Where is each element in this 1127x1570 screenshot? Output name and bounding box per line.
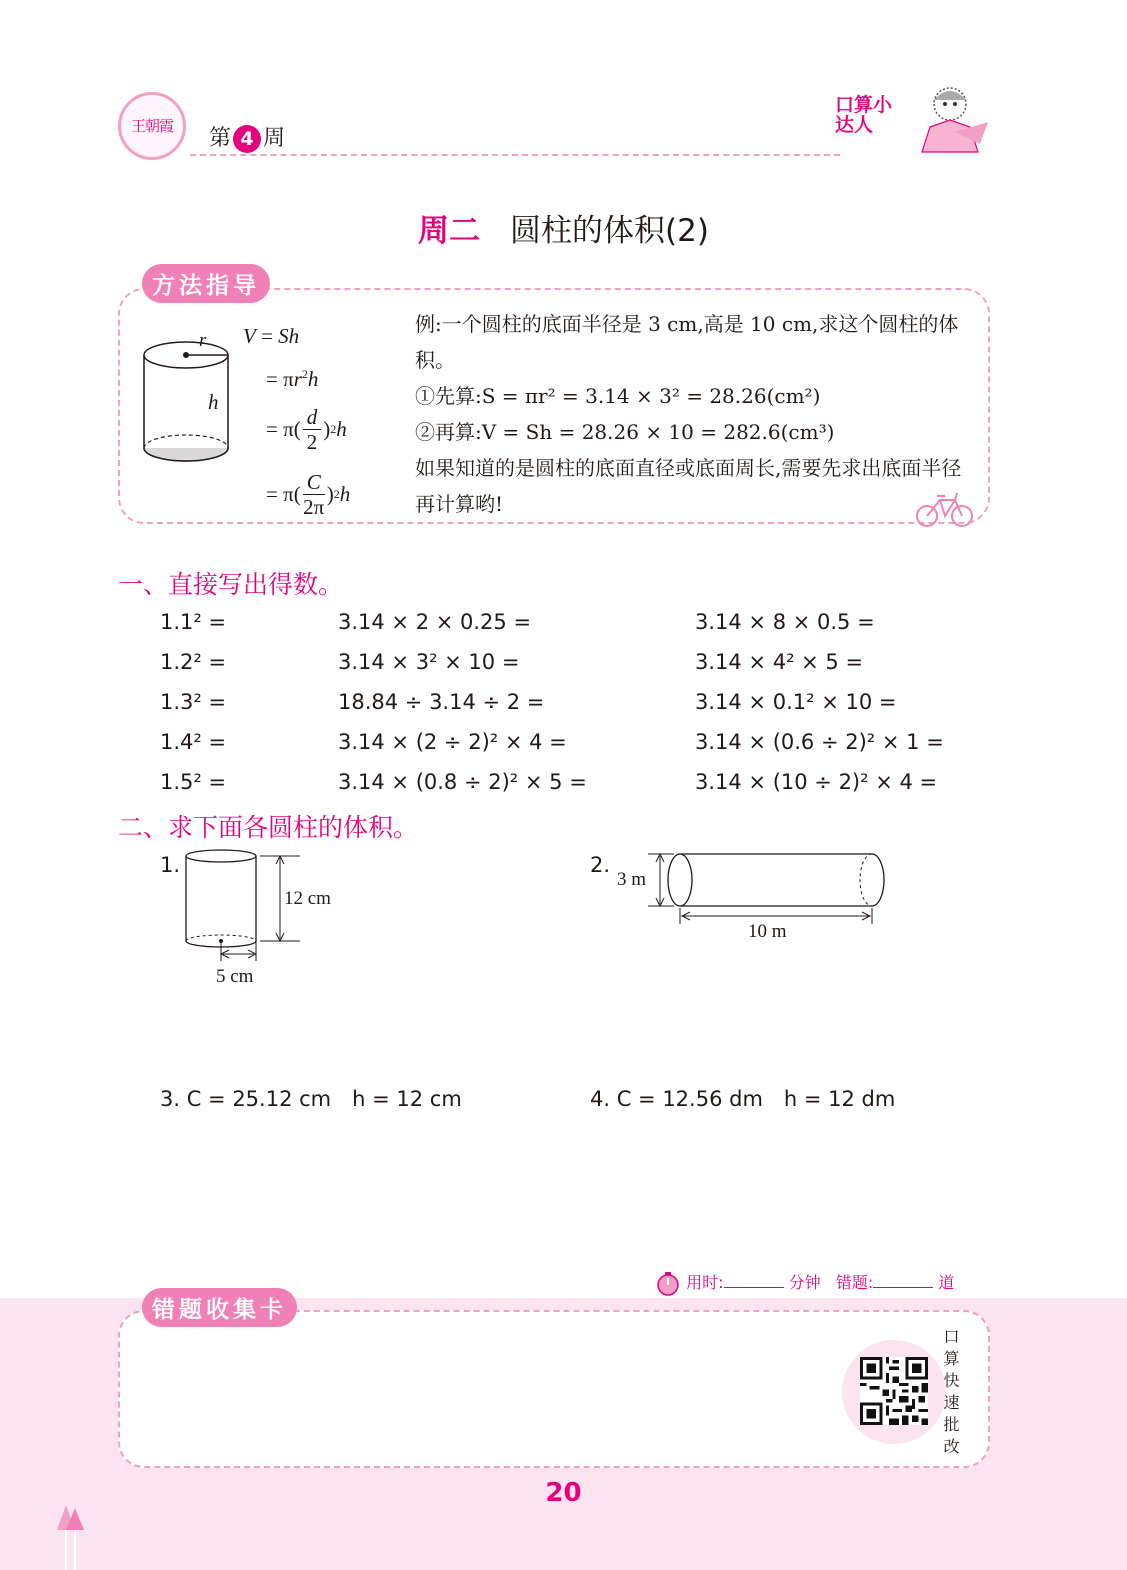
calc-c3-r5: 3.14 × (10 ÷ 2)² × 4 = bbox=[695, 770, 938, 794]
calc-c3-r3: 3.14 × 0.1² × 10 = bbox=[695, 690, 897, 714]
qr-caption bbox=[930, 1328, 970, 1460]
error-unit: 道 bbox=[938, 1273, 955, 1292]
section2-title: 二、求下面各圆柱的体积。 bbox=[118, 813, 419, 842]
formula-line-3: = π( d 2 ) 2 h bbox=[266, 404, 347, 454]
calc-c2-r5: 3.14 × (0.8 ÷ 2)² × 5 = bbox=[338, 770, 587, 794]
qr-caption-text: 口算快速批改 bbox=[941, 1328, 960, 1460]
calc-c1-r3: 1.3² = bbox=[160, 690, 227, 714]
header-divider bbox=[190, 154, 840, 156]
calc-c1-r4: 1.4² = bbox=[160, 730, 227, 754]
page-title bbox=[0, 205, 1127, 250]
time-tracker bbox=[655, 1270, 954, 1297]
error-card-label: 错题收集卡 bbox=[142, 1288, 297, 1327]
qr-caption-inner bbox=[930, 1328, 970, 1460]
time-blank[interactable] bbox=[724, 1287, 784, 1288]
calc-c2-r2: 3.14 × 3² × 10 = bbox=[338, 650, 520, 674]
cylinder-figure bbox=[140, 330, 235, 470]
calc-c1-r1: 1.1² = bbox=[160, 610, 227, 634]
example-line-2: ①先算:S = πr² = 3.14 × 3² = 28.26(cm²) bbox=[415, 384, 821, 408]
time-label: 用时: bbox=[686, 1273, 724, 1292]
problem1-height: 12 cm bbox=[284, 888, 331, 909]
problem2-length: 10 m bbox=[748, 921, 787, 942]
formula-line-1: V = Sh bbox=[243, 324, 300, 348]
formula-line-2: = $\pi r^2h$ bbox=[266, 367, 319, 391]
calc-c2-r4: 3.14 × (2 ÷ 2)² × 4 = bbox=[338, 730, 567, 754]
page-number: 20 bbox=[545, 1478, 582, 1508]
error-blank[interactable] bbox=[873, 1287, 933, 1288]
calc-c3-r2: 3.14 × 4² × 5 = bbox=[695, 650, 864, 674]
bicycle-icon bbox=[915, 490, 975, 528]
example-line-1: 例:一个圆柱的底面半径是 3 cm,高是 10 cm,求这个圆柱的体积。 bbox=[415, 312, 959, 372]
week-indicator bbox=[209, 121, 285, 153]
qr-code-icon[interactable] bbox=[860, 1357, 928, 1425]
seal-text: 王朝霞 bbox=[130, 117, 173, 135]
problem2-cylinder bbox=[640, 846, 900, 926]
logo-seal bbox=[118, 92, 186, 160]
problem1-radius: 5 cm bbox=[216, 966, 254, 987]
problem4: 4. C = 12.56 dm h = 12 dm bbox=[590, 1087, 896, 1111]
time-unit: 分钟 bbox=[788, 1273, 821, 1292]
calc-c2-r1: 3.14 × 2 × 0.25 = bbox=[338, 610, 532, 634]
arrow-decoration bbox=[52, 1500, 92, 1570]
formula-line-4: = π( C 2π ) 2 h bbox=[266, 469, 351, 519]
week-suffix: 周 bbox=[263, 126, 286, 151]
error-label: 错题: bbox=[835, 1273, 874, 1292]
section1-title: 一、直接写出得数。 bbox=[118, 570, 344, 599]
example-line-3: ②再算:V = Sh = 28.26 × 10 = 282.6(cm³) bbox=[415, 420, 835, 444]
calc-c2-r3: 18.84 ÷ 3.14 ÷ 2 = bbox=[338, 690, 545, 714]
height-label: h bbox=[208, 390, 219, 414]
example-line-4: 如果知道的是圆柱的底面直径或底面周长,需要先求出底面半径再计算哟! bbox=[415, 456, 962, 516]
problem3: 3. C = 25.12 cm h = 12 cm bbox=[160, 1087, 462, 1111]
example-text bbox=[415, 306, 975, 522]
title-topic: 圆柱的体积(2) bbox=[510, 213, 709, 249]
calc-c1-r2: 1.2² = bbox=[160, 650, 227, 674]
method-guide-label: 方法指导 bbox=[142, 264, 270, 303]
stopwatch-icon bbox=[655, 1271, 681, 1297]
week-number: 4 bbox=[233, 125, 261, 153]
problem2-diameter: 3 m bbox=[617, 869, 647, 890]
radius-label: r bbox=[199, 330, 207, 351]
mascot-illustration bbox=[900, 82, 995, 164]
volume-formula bbox=[243, 318, 350, 524]
calc-c3-r1: 3.14 × 8 × 0.5 = bbox=[695, 610, 875, 634]
problem1-number: 1. bbox=[160, 853, 181, 877]
calc-c3-r4: 3.14 × (0.6 ÷ 2)² × 1 = bbox=[695, 730, 944, 754]
problem2-number: 2. bbox=[590, 853, 611, 877]
week-prefix: 第 bbox=[209, 126, 232, 151]
title-day: 周二 bbox=[418, 213, 481, 249]
calc-c1-r5: 1.5² = bbox=[160, 770, 227, 794]
brand-logo: 口算小达人 bbox=[835, 94, 893, 136]
